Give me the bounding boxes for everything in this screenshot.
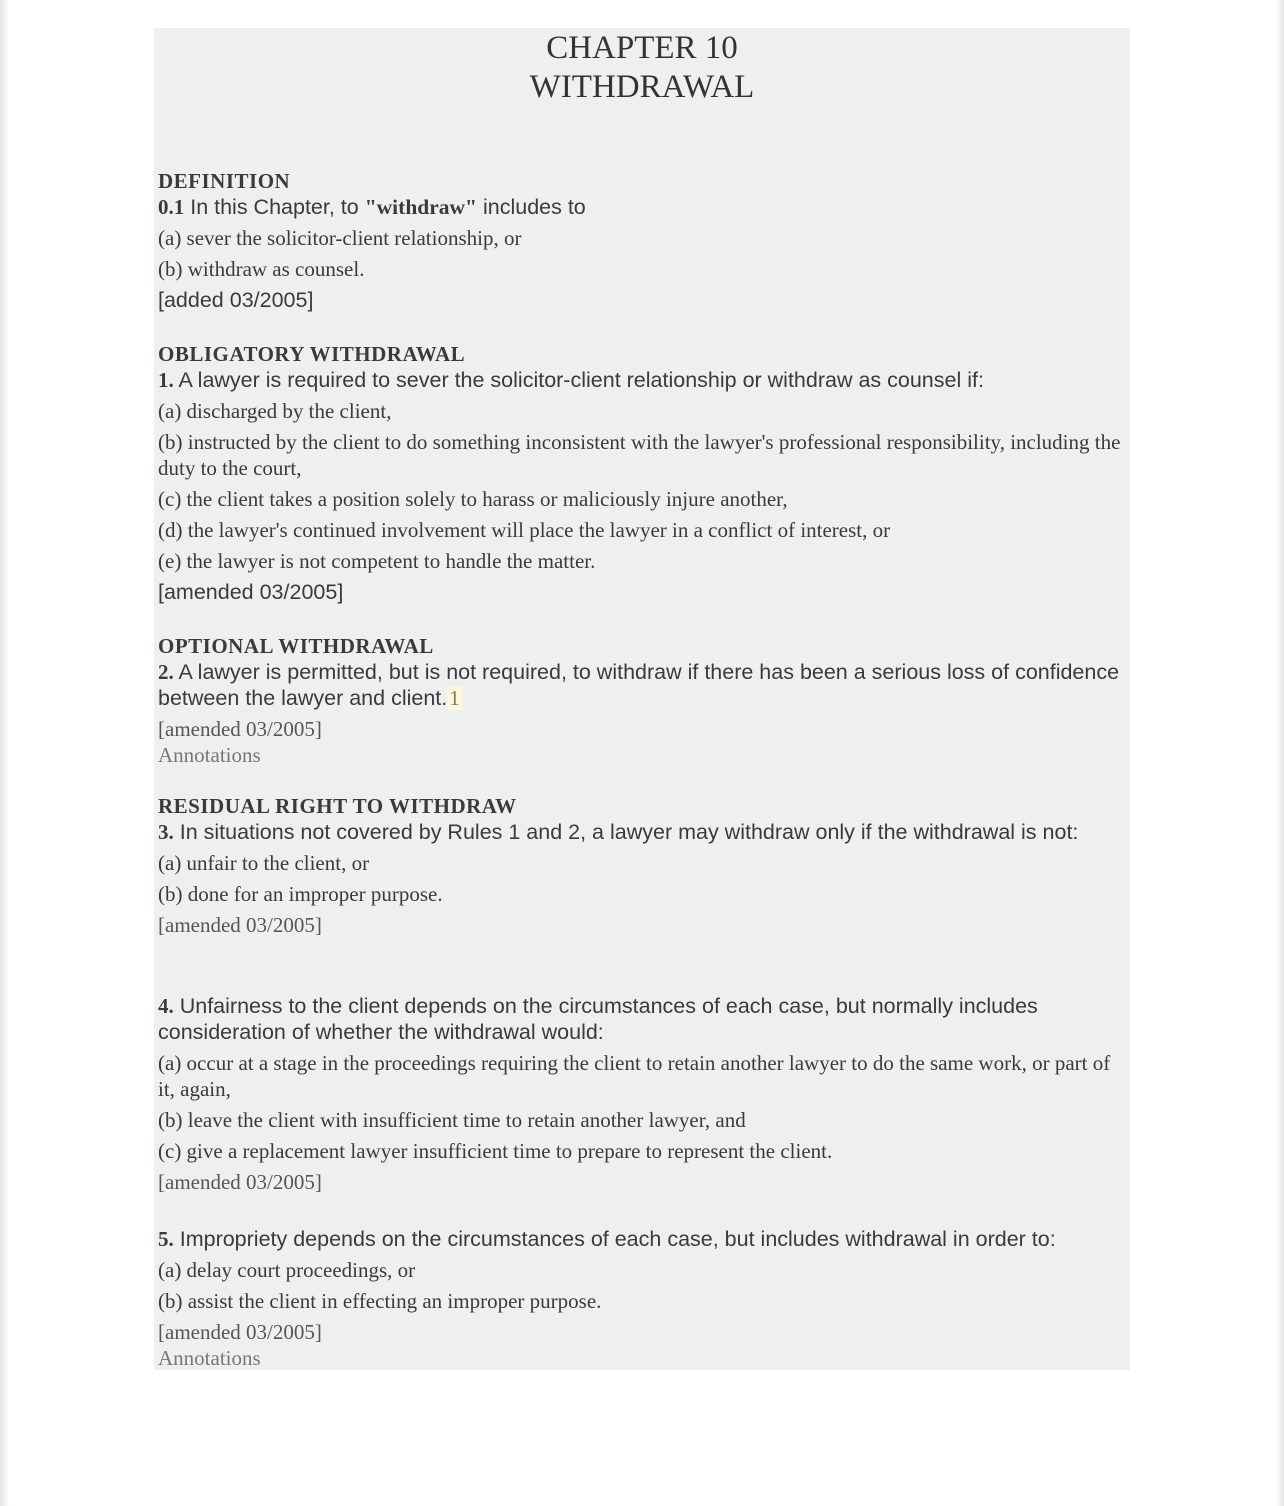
- section-heading: OBLIGATORY WITHDRAWAL: [158, 342, 466, 366]
- unfairness-section: [158, 993, 1126, 1195]
- rule-number: 2.: [158, 660, 174, 684]
- rule-number: 5.: [158, 1227, 174, 1251]
- chapter-header: [158, 28, 1126, 107]
- rule-5: [158, 1226, 1126, 1252]
- rule-4: [158, 993, 1126, 1045]
- list-item: (b) withdraw as counsel.: [158, 257, 365, 281]
- rule-text: In situations not covered by Rules 1 and 2, a lawyer may withdraw only if the withdrawal is not:: [173, 820, 1079, 844]
- rule-3: [158, 819, 1126, 845]
- section-heading: RESIDUAL RIGHT TO WITHDRAW: [158, 794, 517, 818]
- list-item: (a) discharged by the client,: [158, 399, 392, 423]
- residual-section: [158, 794, 1126, 938]
- section-heading: OPTIONAL WITHDRAWAL: [158, 634, 434, 658]
- definition-section: [158, 169, 1126, 313]
- rule-text: A lawyer is permitted, but is not required, to withdraw if there has been a serious loss of confidence between the lawyer and client.: [158, 660, 1120, 710]
- rule-number: 4.: [158, 994, 174, 1018]
- list-item: (c) the client takes a position solely to harass or maliciously injure another,: [158, 487, 788, 511]
- list-item: (b) done for an improper purpose.: [158, 882, 443, 906]
- list-item: (a) delay court proceedings, or: [158, 1258, 416, 1282]
- rule-number: 1.: [158, 368, 174, 392]
- chapter-number: CHAPTER 10: [546, 30, 738, 66]
- rule-text: Unfairness to the client depends on the circumstances of each case, but normally includes consideration of whether the withdrawal would:: [158, 994, 1038, 1044]
- list-item: (a) unfair to the client, or: [158, 851, 370, 875]
- rule-text: includes to: [477, 195, 586, 219]
- rule-number: 3.: [158, 820, 174, 844]
- list-item: (a) occur at a stage in the proceedings requiring the client to retain another lawyer to do the same work, or part of it, again,: [158, 1051, 1111, 1101]
- page-edge-left: [0, 0, 9, 1506]
- document-content: [154, 28, 1130, 1370]
- rule-text: Impropriety depends on the circumstances of each case, but includes withdrawal in order to:: [173, 1227, 1056, 1251]
- list-item: (a) sever the solicitor-client relationship, or: [158, 226, 522, 250]
- impropriety-section: [158, 1226, 1126, 1371]
- list-item: (e) the lawyer is not competent to handle the matter.: [158, 549, 596, 573]
- amendment-note: [amended 03/2005]: [158, 913, 322, 937]
- amendment-note: [added 03/2005]: [158, 288, 314, 312]
- amendment-note: [amended 03/2005]: [158, 717, 322, 741]
- section-heading: DEFINITION: [158, 169, 291, 193]
- annotations-link[interactable]: Annotations: [158, 1346, 261, 1370]
- obligatory-section: [158, 342, 1126, 605]
- footnote-link[interactable]: 1: [449, 686, 460, 710]
- list-item: (b) leave the client with insufficient time to retain another lawyer, and: [158, 1108, 746, 1132]
- page-edge-right: [1276, 0, 1284, 1506]
- amendment-note: [amended 03/2005]: [158, 580, 344, 604]
- rule-0-1: [158, 194, 1126, 220]
- list-item: (b) assist the client in effecting an improper purpose.: [158, 1289, 602, 1313]
- annotations-link[interactable]: Annotations: [158, 743, 261, 767]
- rule-text: In this Chapter, to: [184, 195, 365, 219]
- rule-2: [158, 659, 1126, 711]
- optional-section: [158, 634, 1126, 768]
- rule-1: [158, 367, 1126, 393]
- amendment-note: [amended 03/2005]: [158, 1170, 322, 1194]
- list-item: (b) instructed by the client to do something inconsistent with the lawyer's professional responsibility, including the duty to the court,: [158, 430, 1121, 480]
- list-item: (c) give a replacement lawyer insufficient time to prepare to represent the client.: [158, 1139, 833, 1163]
- rule-text: A lawyer is required to sever the solicitor-client relationship or withdraw as counsel if:: [173, 368, 984, 392]
- chapter-title: WITHDRAWAL: [529, 69, 755, 105]
- rule-number: 0.1: [158, 195, 185, 219]
- list-item: (d) the lawyer's continued involvement will place the lawyer in a conflict of interest, or: [158, 518, 891, 542]
- defined-term: "withdraw": [364, 195, 477, 219]
- amendment-note: [amended 03/2005]: [158, 1320, 322, 1344]
